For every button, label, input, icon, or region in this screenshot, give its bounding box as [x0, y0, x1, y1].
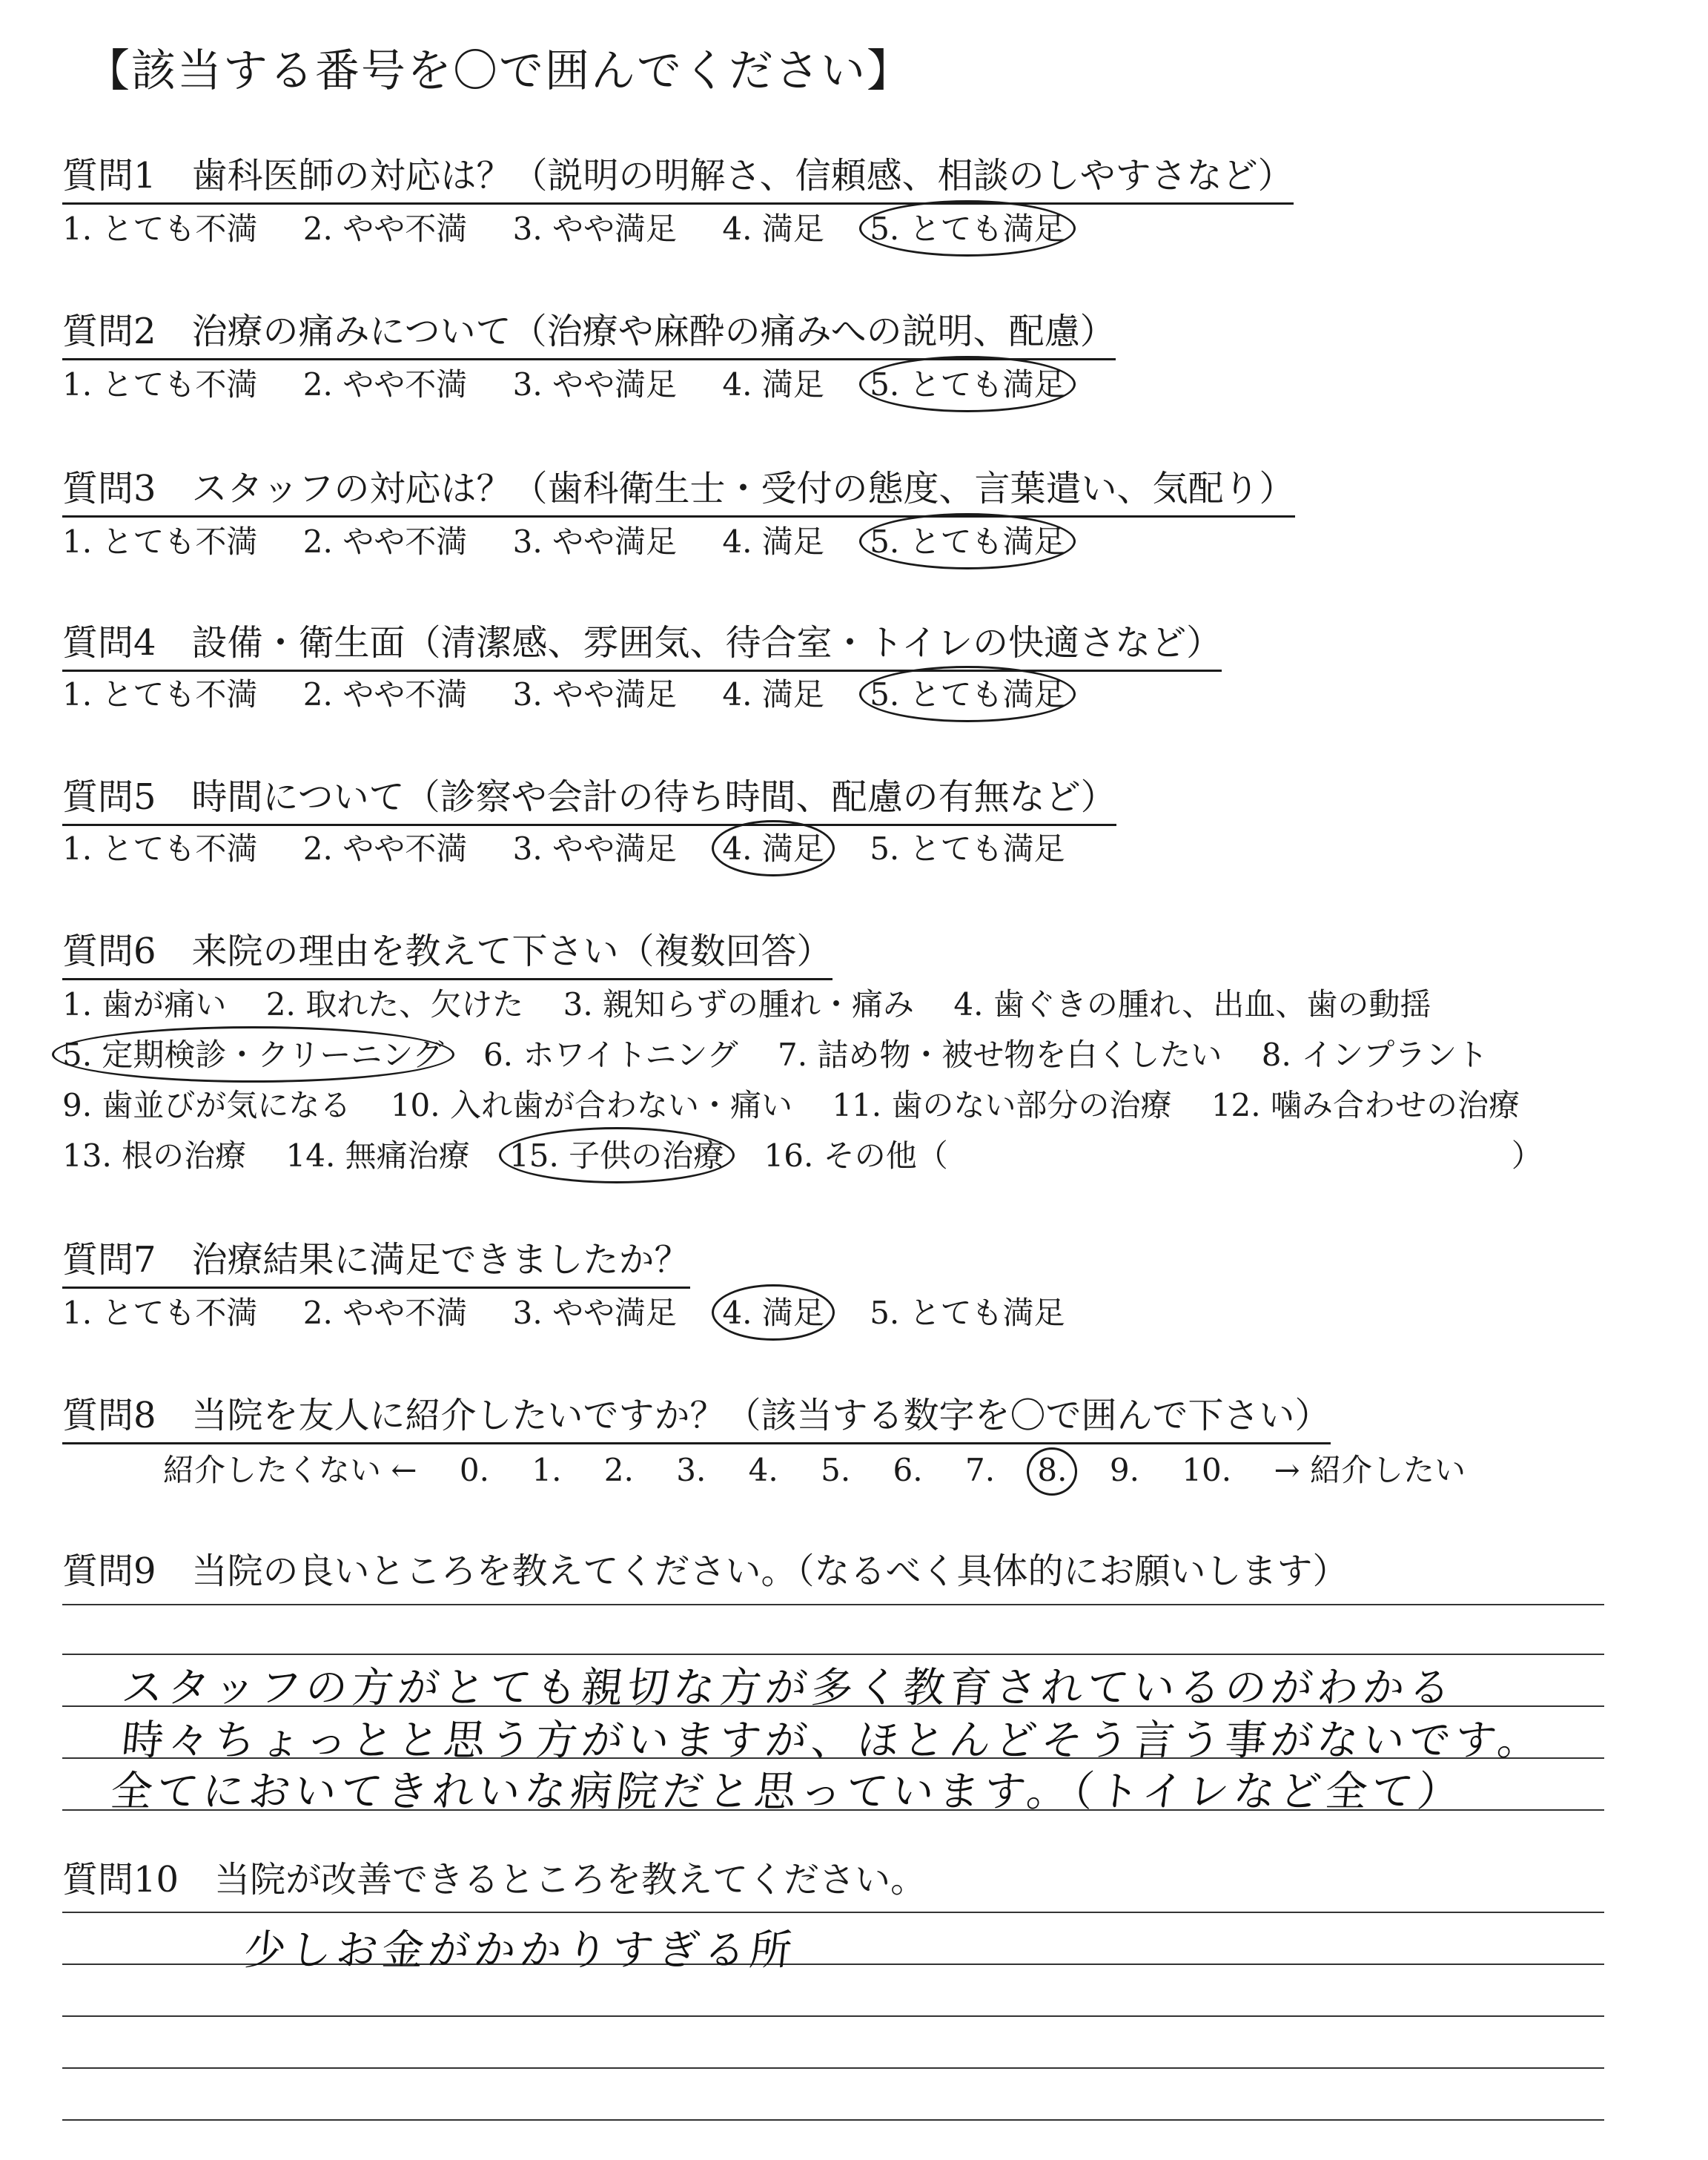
q10-title: 質問10 当院が改善できるところを教えてください。 [62, 1859, 927, 1900]
q3-option-3[interactable]: 3. やや満足 [512, 524, 678, 560]
q6-option-6[interactable]: 6. ホワイトニング [483, 1037, 738, 1073]
q6-row-3 [62, 1081, 1520, 1126]
q8-score-1[interactable]: 1. [532, 1452, 562, 1488]
q1-option-2[interactable]: 2. やや不満 [302, 211, 468, 247]
q6-option-5[interactable]: 5. 定期検診・クリーニング [62, 1031, 444, 1075]
q8-score-9[interactable]: 9. [1109, 1452, 1139, 1488]
q2-title: 質問2 治療の痛みについて（治療や麻酔の痛みへの説明、配慮） [62, 303, 1116, 360]
q6-option-12[interactable]: 12. 噛み合わせの治療 [1211, 1087, 1520, 1123]
q4-option-3[interactable]: 3. やや満足 [512, 676, 678, 713]
q7-options [62, 1289, 1065, 1333]
q5-option-3[interactable]: 3. やや満足 [512, 830, 678, 867]
answer-line [62, 2067, 1604, 2069]
q8-score-4[interactable]: 4. [748, 1452, 778, 1488]
q1-option-4[interactable]: 4. 満足 [722, 211, 824, 247]
q2-options [62, 360, 1065, 405]
q5-option-1[interactable]: 1. とても不満 [62, 830, 258, 867]
q4-option-1[interactable]: 1. とても不満 [62, 676, 258, 713]
q8-left-label: 紹介したくない ← [163, 1452, 417, 1488]
answer-line [62, 1912, 1604, 1913]
q10-handwritten-line-1: 少しお金がかかりすぎる所 [242, 1926, 798, 1975]
q6-option-10[interactable]: 10. 入れ歯が合わない・痛い [390, 1087, 792, 1123]
q6-option-8[interactable]: 8. インプラント [1261, 1037, 1489, 1073]
q6-option-4[interactable]: 4. 歯ぐきの腫れ、出血、歯の動揺 [953, 986, 1431, 1023]
q6-option-2[interactable]: 2. 取れた、欠けた [265, 986, 524, 1023]
q4-option-2[interactable]: 2. やや不満 [302, 676, 468, 713]
q7-option-5[interactable]: 5. とても満足 [870, 1295, 1065, 1331]
q6-option-13[interactable]: 13. 根の治療 [62, 1137, 247, 1174]
q3-option-5[interactable]: 5. とても満足 [870, 518, 1065, 562]
q1-option-5[interactable]: 5. とても満足 [870, 205, 1065, 249]
q8-right-label: → 紹介したい [1274, 1452, 1466, 1488]
q7-title: 質問7 治療結果に満足できましたか？ [62, 1231, 690, 1289]
q2-option-1[interactable]: 1. とても不満 [62, 366, 258, 403]
q9-handwritten-line-3: 全てにおいてきれいな病院だと思っています。（トイレなど全て） [108, 1768, 1466, 1816]
q6-option-9[interactable]: 9. 歯並びが気になる [62, 1087, 351, 1123]
q8-score-10[interactable]: 10. [1182, 1452, 1232, 1488]
q9-title: 質問9 当院の良いところを教えてください。（なるべく具体的にお願いします） [62, 1550, 1348, 1592]
q9-handwritten-line-2: 時々ちょっとと思う方がいますが、ほとんどそう言う事がないです。 [119, 1717, 1546, 1765]
q7-option-3[interactable]: 3. やや満足 [512, 1295, 678, 1331]
q8-score-2[interactable]: 2. [603, 1452, 634, 1488]
q2-option-3[interactable]: 3. やや満足 [512, 366, 678, 403]
q8-score-7[interactable]: 7. [964, 1452, 996, 1488]
q8-scale [163, 1446, 1466, 1490]
q4-options [62, 670, 1065, 715]
q7-option-4[interactable]: 4. 満足 [722, 1289, 824, 1333]
q7-option-2[interactable]: 2. やや不満 [302, 1295, 468, 1331]
q5-option-4[interactable]: 4. 満足 [722, 825, 824, 869]
q3-option-1[interactable]: 1. とても不満 [62, 524, 258, 560]
answer-line [62, 2119, 1604, 2121]
q2-option-5[interactable]: 5. とても満足 [870, 360, 1065, 405]
q6-option-15[interactable]: 15. 子供の治療 [509, 1132, 724, 1176]
q8-score-5[interactable]: 5. [821, 1452, 851, 1488]
q5-option-2[interactable]: 2. やや不満 [302, 830, 468, 867]
q2-option-2[interactable]: 2. やや不満 [302, 366, 468, 403]
q5-title: 質問5 時間について（診察や会計の待ち時間、配慮の有無など） [62, 768, 1116, 826]
q3-option-4[interactable]: 4. 満足 [722, 524, 824, 560]
q6-option-1[interactable]: 1. 歯が痛い [62, 986, 227, 1023]
q6-row-4 [62, 1132, 1543, 1176]
q6-row-2 [62, 1031, 1488, 1075]
q8-score-0[interactable]: 0. [459, 1452, 489, 1488]
answer-line [62, 1604, 1604, 1605]
q6-option-16[interactable]: 16. その他（ [764, 1137, 948, 1174]
q7-option-1[interactable]: 1. とても不満 [62, 1295, 258, 1331]
q6-option-14[interactable]: 14. 無痛治療 [285, 1137, 470, 1174]
q5-option-5[interactable]: 5. とても満足 [870, 830, 1065, 867]
q8-score-8[interactable]: 8. [1037, 1452, 1068, 1488]
q3-options [62, 518, 1065, 562]
q4-option-5[interactable]: 5. とても満足 [870, 670, 1065, 715]
q2-option-4[interactable]: 4. 満足 [722, 366, 824, 403]
q9-handwritten-line-1: スタッフの方がとても親切な方が多く教育されているのがわかる [119, 1664, 1457, 1712]
q6-option-3[interactable]: 3. 親知らずの腫れ・痛み [563, 986, 915, 1023]
q4-title: 質問4 設備・衛生面（清潔感、雰囲気、待合室・トイレの快適さなど） [62, 614, 1222, 672]
q3-title: 質問3 スタッフの対応は？（歯科衛生士・受付の態度、言葉遣い、気配り） [62, 460, 1295, 518]
page-heading: 【該当する番号を〇で囲んでください】 [85, 45, 913, 97]
q1-title: 質問1 歯科医師の対応は？（説明の明解さ、信頼感、相談のしやすさなど） [62, 147, 1294, 205]
q8-title: 質問8 当院を友人に紹介したいですか？（該当する数字を〇で囲んで下さい） [62, 1387, 1331, 1444]
q5-options [62, 825, 1065, 869]
q6-option-7[interactable]: 7. 詰め物・被せ物を白くしたい [777, 1037, 1222, 1073]
q6-title: 質問6 来院の理由を教えて下さい（複数回答） [62, 922, 833, 980]
q3-option-2[interactable]: 2. やや不満 [302, 524, 468, 560]
q6-option-11[interactable]: 11. 歯のない部分の治療 [832, 1087, 1172, 1123]
q6-other-close: ） [1511, 1137, 1543, 1174]
q1-options [62, 205, 1065, 249]
q8-score-6[interactable]: 6. [893, 1452, 923, 1488]
q1-option-3[interactable]: 3. やや満足 [512, 211, 678, 247]
q8-score-3[interactable]: 3. [676, 1452, 706, 1488]
answer-line [62, 2015, 1604, 2017]
q1-option-1[interactable]: 1. とても不満 [62, 211, 258, 247]
q6-row-1 [62, 980, 1431, 1025]
q4-option-4[interactable]: 4. 満足 [722, 676, 824, 713]
